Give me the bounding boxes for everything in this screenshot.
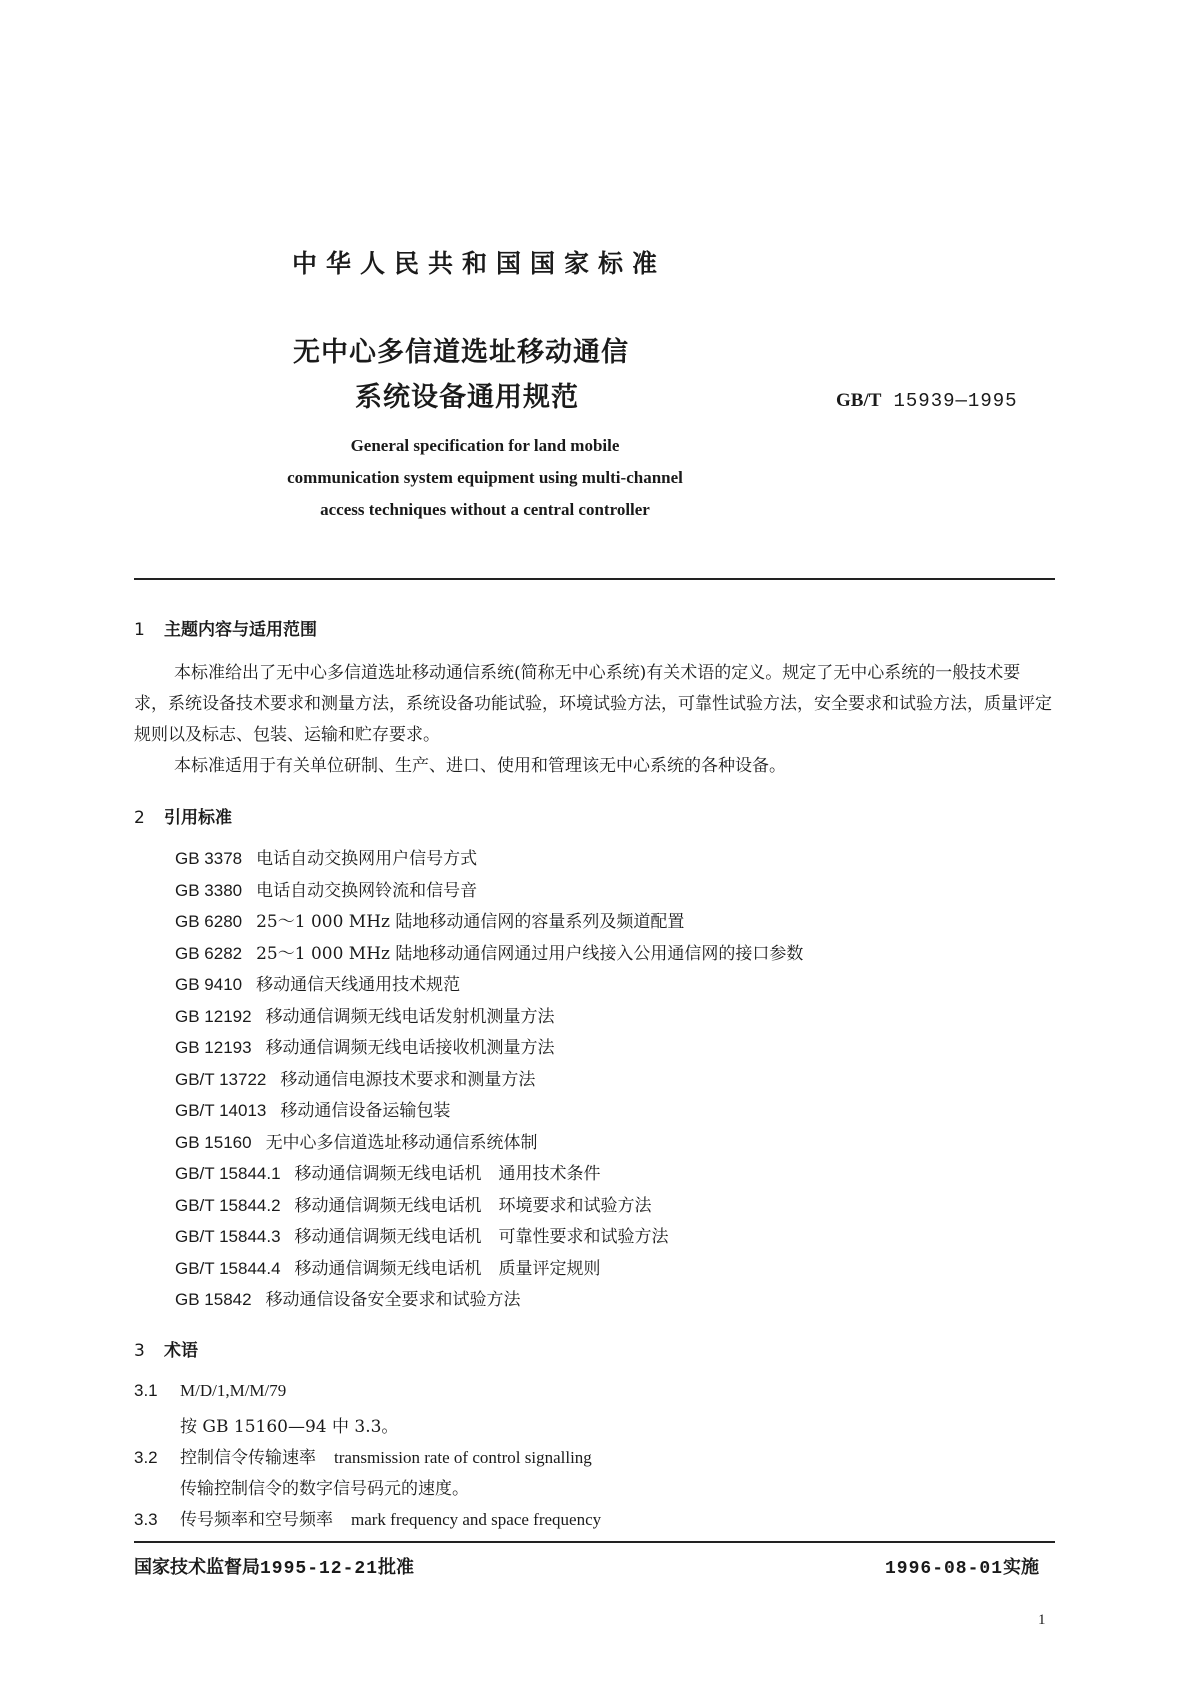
term-name: 控制信令传输速率 (180, 1448, 316, 1468)
reference-code: GB/T 15844.1 (175, 1164, 281, 1183)
standard-num: 15939—1995 (893, 390, 1018, 412)
reference-title: 移动通信调频无线电话机 可靠性要求和试验方法 (294, 1227, 669, 1247)
reference-code: GB/T 15844.4 (175, 1258, 281, 1278)
document-title-line2: 系统设备通用规范 (355, 382, 579, 413)
footer-divider (134, 1541, 1055, 1543)
english-title-line2: communication system equipment using multi-channel (287, 468, 683, 487)
reference-code: GB 15160 (175, 1132, 252, 1152)
national-standard-heading: 中华人民共和国国家标准 (292, 249, 667, 278)
issue-suffix: 批准 (378, 1557, 415, 1578)
reference-code: GB 9410 (175, 975, 243, 994)
issue-date: 1995-12-21 (260, 1559, 379, 1579)
reference-code: GB/T 15844.2 (175, 1195, 281, 1215)
term-definition: 传输控制信令的数字信号码元的速度。 (180, 1479, 469, 1499)
reference-code: GB/T 14013 (175, 1101, 267, 1120)
reference-title: 移动通信设备安全要求和试验方法 (265, 1290, 521, 1310)
reference-title: 移动通信调频无线电话机 环境要求和试验方法 (294, 1195, 652, 1216)
issuer: 国家技术监督局 (134, 1557, 260, 1578)
term-english: mark frequency and space frequency (351, 1510, 602, 1529)
reference-title: 25～1 000 MHz 陆地移动通信网的容量系列及频道配置 (256, 912, 685, 932)
reference-item (175, 1127, 803, 1159)
reference-code: GB 3378 (175, 849, 243, 868)
reference-code: GB/T 13722 (175, 1069, 267, 1089)
reference-item (175, 1095, 803, 1127)
term-number: 3.2 (134, 1448, 158, 1467)
section-3-heading (134, 1336, 198, 1361)
reference-title: 移动通信调频无线电话接收机测量方法 (265, 1038, 555, 1058)
document-title-line1: 无中心多信道选址移动通信 (293, 337, 629, 368)
standard-code: GB/T (836, 390, 882, 411)
english-title-line3: access techniques without a central controller (320, 500, 650, 519)
term-number: 3.3 (134, 1510, 158, 1529)
page-number: 1 (1038, 1612, 1046, 1628)
effective-statement (885, 1553, 1039, 1579)
section-1-para1: 本标准给出了无中心多信道选址移动通信系统(简称无中心系统)有关术语的定义。规定了无中心系统的一般技术要求，系统设备技术要求和测量方法，系统设备功能试验，环境试验方法，可靠性试验方法，安全要求和试验方法，质量评定规则以及标志、包装、运输和贮存要求。 (134, 663, 1052, 745)
term-3-1 (134, 1381, 286, 1401)
reference-title: 电话自动交换网铃流和信号音 (256, 880, 478, 901)
reference-code: GB 3380 (175, 880, 243, 900)
reference-code: GB 12192 (175, 1006, 252, 1026)
reference-title: 移动通信电源技术要求和测量方法 (280, 1069, 536, 1090)
reference-item (175, 843, 803, 875)
reference-title: 25～1 000 MHz 陆地移动通信网通过用户线接入公用通信网的接口参数 (256, 943, 804, 964)
reference-list (175, 843, 803, 1316)
section-3-title: 术语 (164, 1341, 198, 1361)
effective-date: 1996-08-01 (885, 1559, 1004, 1579)
reference-item (175, 1158, 803, 1190)
reference-code: GB 6282 (175, 943, 243, 963)
section-1-body (134, 658, 1054, 782)
reference-title: 移动通信天线通用技术规范 (256, 975, 461, 995)
reference-title: 移动通信设备运输包装 (280, 1101, 451, 1121)
standard-number (836, 389, 1018, 412)
reference-code: GB 6280 (175, 912, 243, 931)
section-1-heading (134, 615, 317, 640)
section-1-number: 1 (134, 620, 145, 640)
reference-item (175, 1253, 803, 1285)
reference-item (175, 969, 803, 1001)
reference-item (175, 1001, 803, 1033)
reference-title: 移动通信调频无线电话机 通用技术条件 (294, 1164, 601, 1184)
reference-item (175, 875, 803, 907)
section-2-title: 引用标准 (164, 808, 232, 828)
reference-item (175, 1064, 803, 1096)
reference-item (175, 906, 803, 938)
section-1-para2: 本标准适用于有关单位研制、生产、进口、使用和管理该无中心系统的各种设备。 (174, 756, 786, 776)
reference-item (175, 1190, 803, 1222)
term-name: 传号频率和空号频率 (180, 1510, 333, 1530)
term-english: transmission rate of control signalling (334, 1448, 592, 1467)
term-3-3 (134, 1505, 601, 1530)
section-2-heading (134, 803, 232, 828)
reference-item (175, 1032, 803, 1064)
term-definition: 按 GB 15160—94 中 3.3。 (180, 1417, 399, 1437)
reference-item (175, 1284, 803, 1316)
reference-title: 移动通信调频无线电话机 质量评定规则 (294, 1258, 601, 1279)
header-divider (134, 578, 1055, 580)
term-number: 3.1 (134, 1381, 158, 1400)
reference-title: 无中心多信道选址移动通信系统体制 (265, 1132, 538, 1153)
term-name: M/D/1,M/M/79 (180, 1381, 287, 1400)
reference-code: GB 15842 (175, 1290, 252, 1309)
section-3-number: 3 (134, 1341, 145, 1361)
issue-statement (134, 1553, 414, 1579)
reference-item (175, 938, 803, 970)
reference-item (175, 1221, 803, 1253)
english-title-line1: General specification for land mobile (350, 436, 620, 455)
term-3-2 (134, 1443, 592, 1468)
effective-suffix: 实施 (1003, 1557, 1040, 1578)
section-1-title: 主题内容与适用范围 (164, 620, 317, 640)
reference-code: GB/T 15844.3 (175, 1227, 281, 1246)
reference-title: 电话自动交换网用户信号方式 (256, 849, 478, 869)
section-2-number: 2 (134, 808, 145, 828)
reference-code: GB 12193 (175, 1038, 252, 1057)
reference-title: 移动通信调频无线电话发射机测量方法 (265, 1006, 555, 1027)
